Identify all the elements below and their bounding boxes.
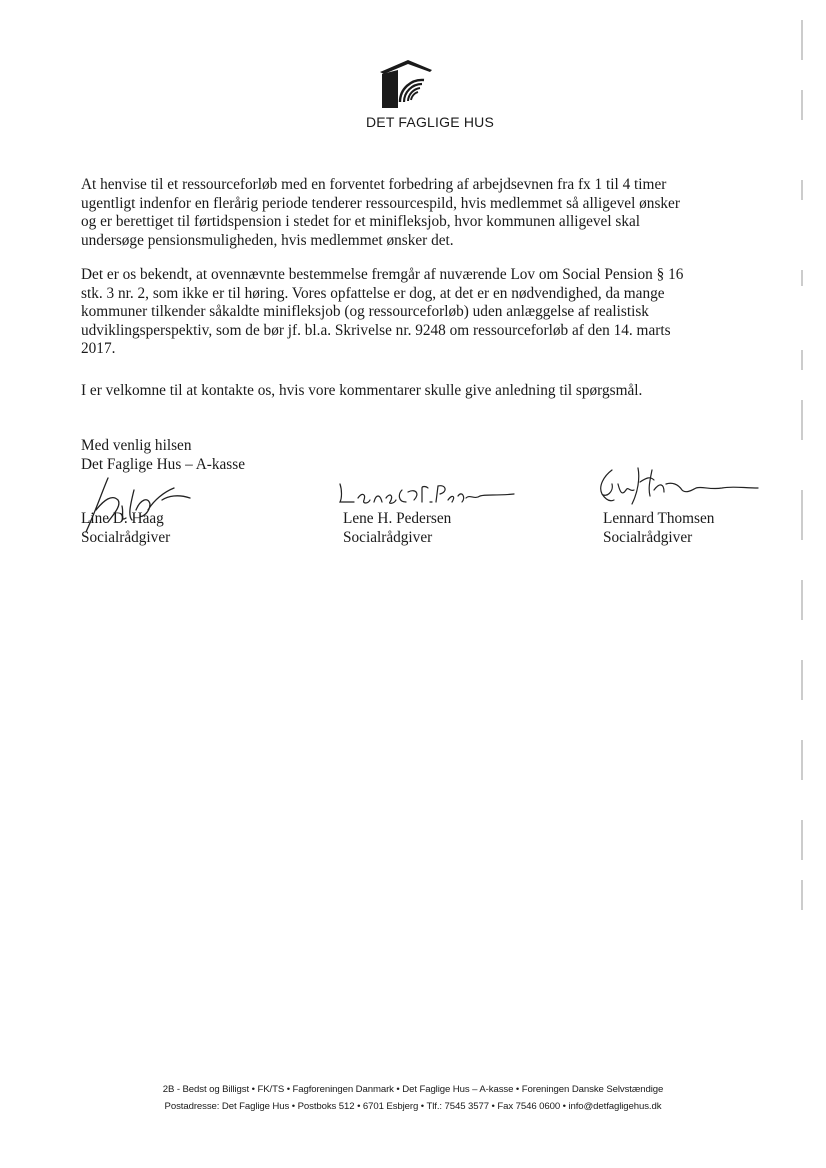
text-line: I er velkomne til at kontakte os, hvis vore kommentarer skulle give anledning til spørgsmål. [81,382,643,399]
text-line: 2017. [81,340,116,358]
det-faglige-hus-logo-icon [378,58,434,110]
signature-lene-pedersen [336,480,518,510]
body-paragraph-1 [81,176,701,250]
text-line: undersøge pensionsmuligheden, hvis medlemmet ønsker det. [81,231,454,249]
brand-name: DET FAGLIGE HUS [366,114,494,130]
signatory-title: Socialrådgiver [603,528,693,546]
signatory-name: Lennard Thomsen [603,510,715,527]
footer-address: Postadresse: Det Faglige Hus • Postboks 512 • 6701 Esbjerg • Tlf.: 7545 3577 • Fax 7546 0600 • info@detfagligehus.dk [164,1101,662,1112]
footer-organizations: 2B - Bedst og Billigst • FK/TS • Fagforeningen Danmark • Det Faglige Hus – A-kasse • Foreningen Danske Selvstændige [162,1084,664,1095]
signature-lennard-thomsen [592,462,760,508]
signatory-2 [343,510,451,547]
signatory-name: Lene H. Pedersen [343,510,452,527]
text-line: stk. 3 nr. 2, som ikke er til høring. Vores opfattelse er dog, at det er en nødvendighed, da mange [81,284,665,302]
body-paragraph-3 [81,382,701,401]
scan-edge-marks [800,20,808,940]
closing-greeting: Med venlig hilsen [81,437,192,454]
signatory-name: Line D. Haag [81,510,164,527]
signatory-title: Socialrådgiver [81,528,171,546]
closing-block [81,437,245,474]
signatory-3 [603,510,714,547]
brand-name-wrapper [0,114,826,130]
body-paragraph-2 [81,266,701,359]
closing-organization: Det Faglige Hus – A-kasse [81,455,245,473]
text-line: At henvise til et ressourceforløb med en forventet forbedring af arbejdsevnen fra fx 1 til 4 timer [81,176,667,193]
text-line: kommuner tilkender såkaldte minifleksjob (og ressourceforløb) uden anlæggelse af realistisk [81,303,649,321]
text-line: og er berettiget til førtidspension i stedet for et minifleksjob, hvor kommunen alligevel skal [81,213,641,231]
signatory-title: Socialrådgiver [343,528,433,546]
text-line: udviklingsperspektiv, som de bør jf. bl.a. Skrivelse nr. 9248 om ressourceforløb af den 14. marts [81,321,671,339]
signatory-1 [81,510,170,547]
text-line: Det er os bekendt, at ovennævnte bestemmelse fremgår af nuværende Lov om Social Pension § 16 [81,266,684,283]
text-line: ugentligt indenfor en flerårig periode tenderer ressourcespild, hvis medlemmet så alligevel ønsker [81,194,680,212]
